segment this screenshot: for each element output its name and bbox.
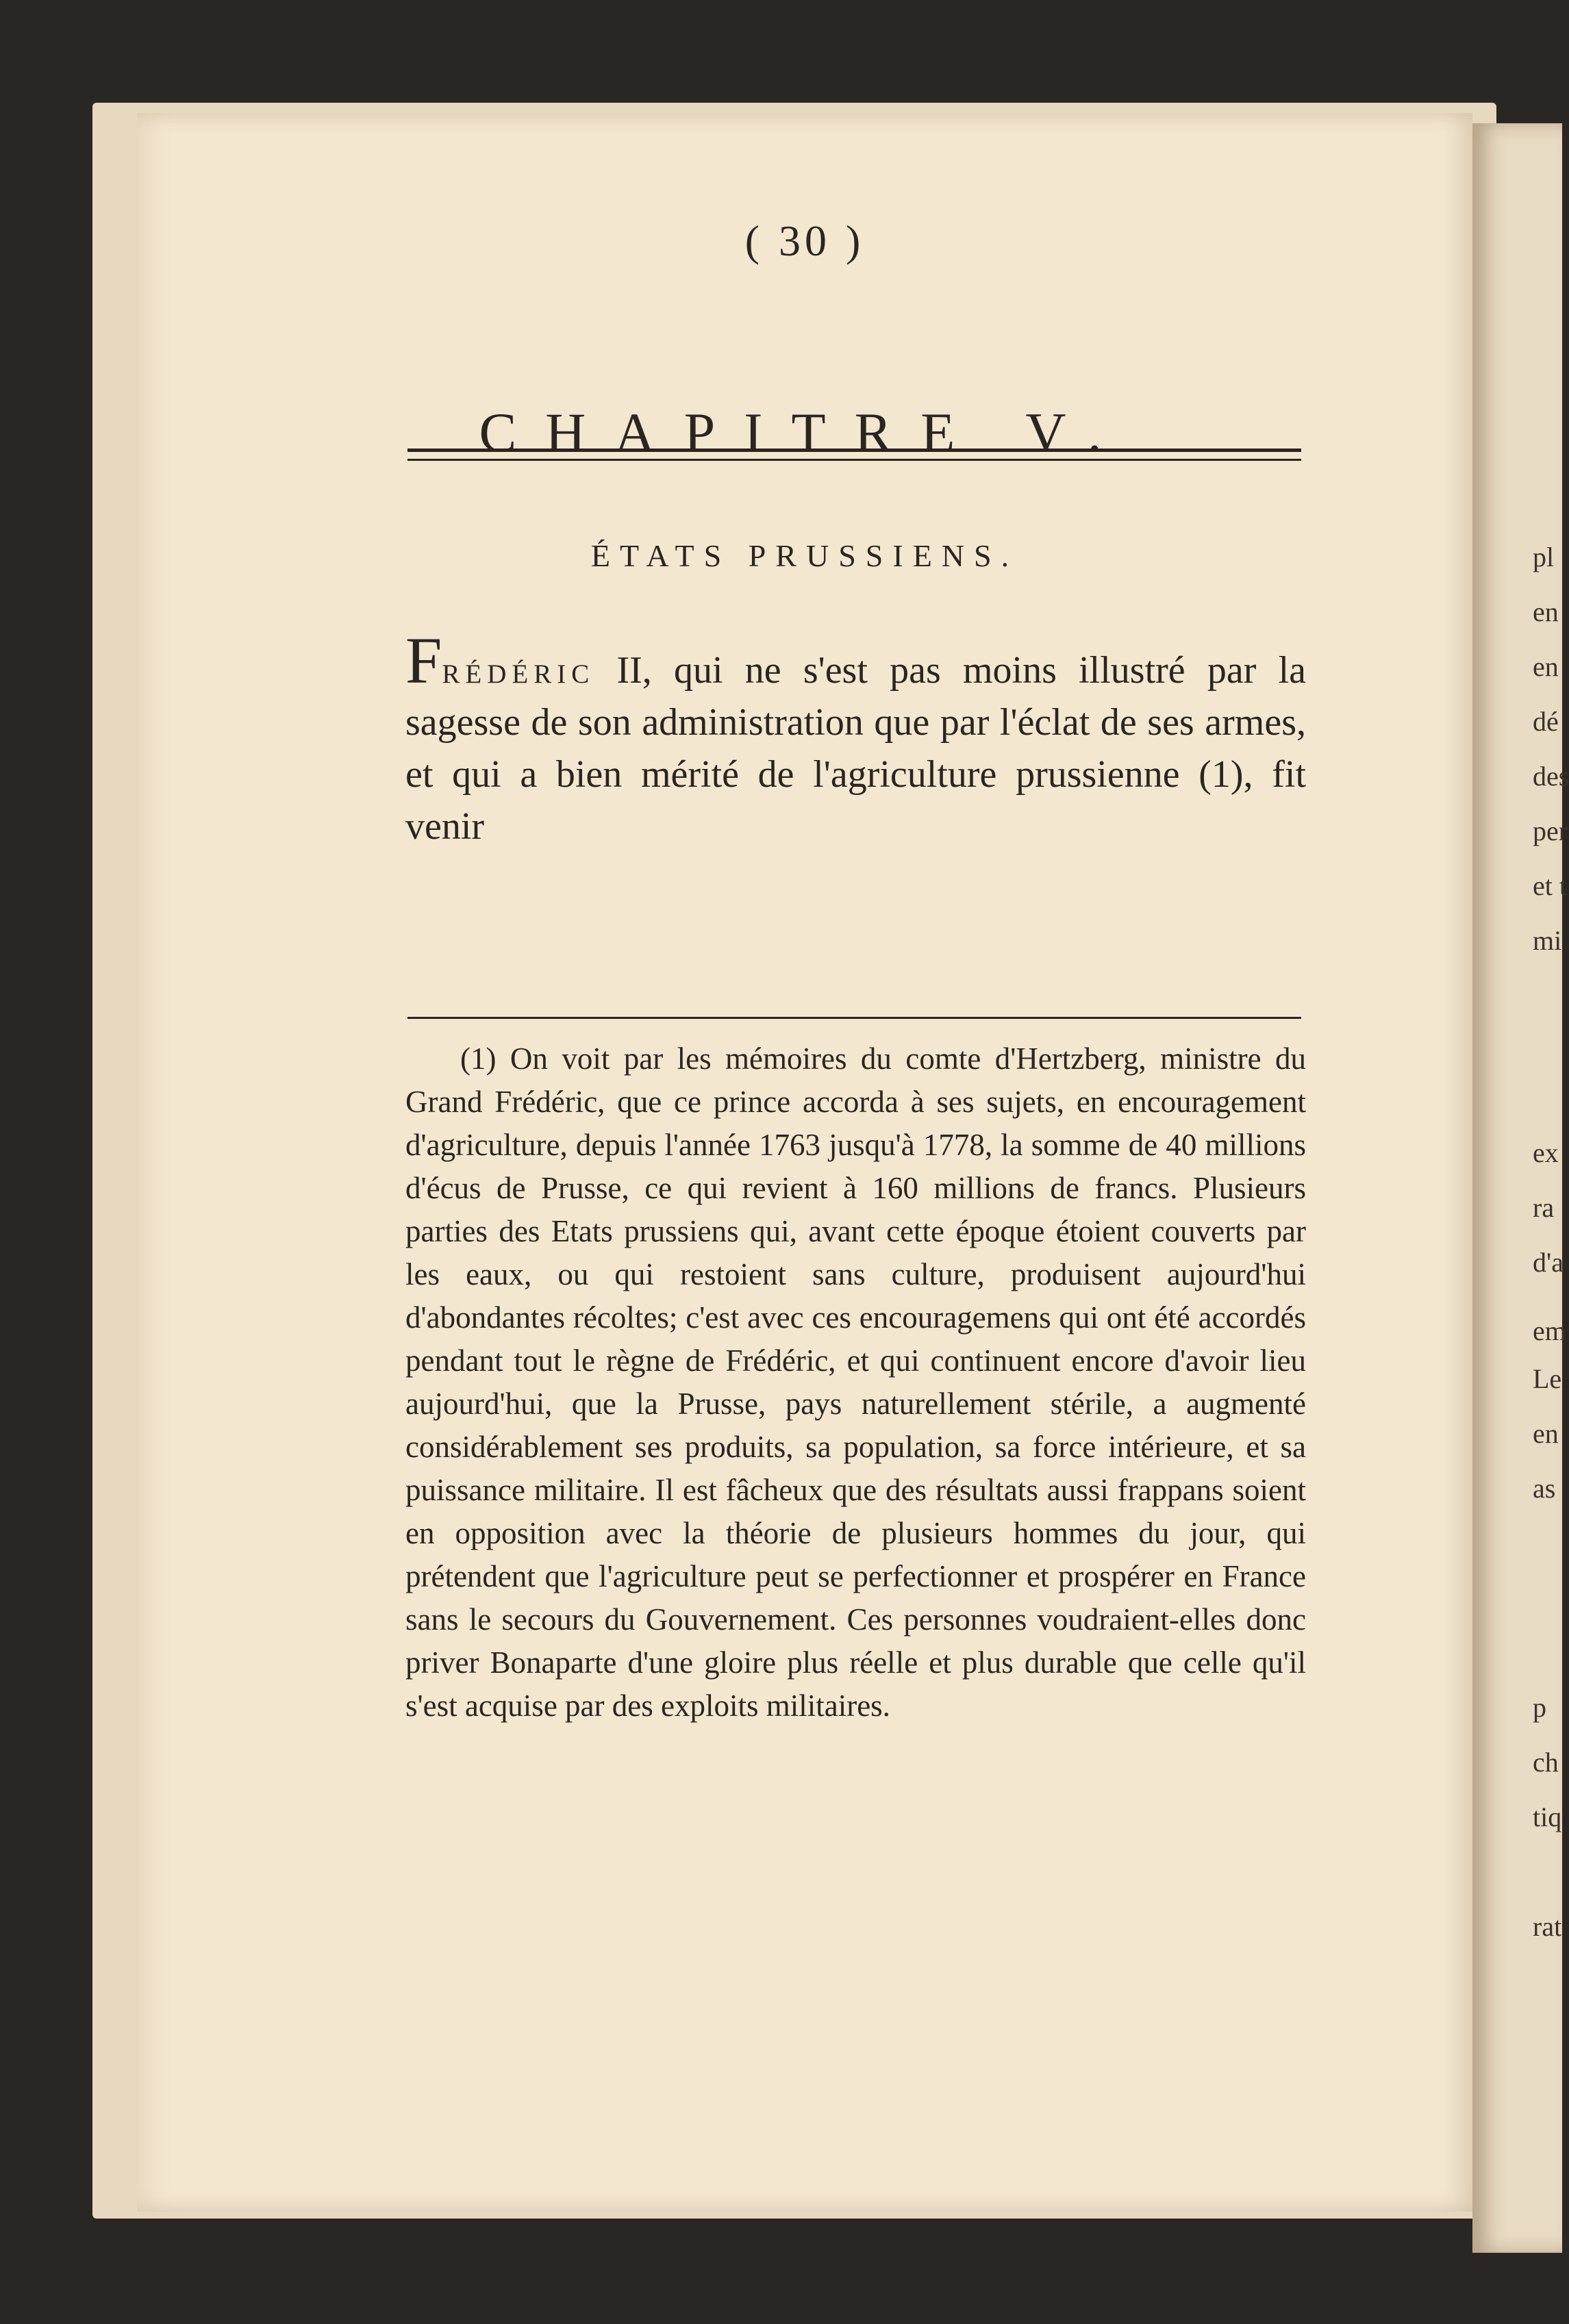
edge-fragment: as [1533,1473,1556,1504]
small-caps-word: rédéric [442,649,595,692]
main-paragraph-text: II, qui ne s'est pas moins illustré par la sagesse de son administration que par l'éclat de ses armes, et qui a bien mérité de l'agriculture prussienne (1), fit venir [405,649,1306,848]
edge-fragment: em [1533,1315,1566,1346]
edge-fragment: ra [1533,1192,1555,1223]
edge-fragment: pl [1533,542,1555,572]
edge-fragment: en [1533,596,1559,627]
footnote: (1) On voit par les mémoires du comte d'Hertzberg, ministre du Grand Frédéric, que ce prince accorda à ses sujets, en encouragement d'agriculture, depuis l'année 1763 jusqu'à 1778, la somme de 40 millions d'écus de Prusse, ce qui revient à 160 millions de francs. Plusieurs parties des Etats prussiens qui, avant cette époque étoient couverts par les eaux, ou qui restoient sans culture, produisent aujourd'hui d'abondantes récoltes; c'est avec ces encouragemens qui ont été accordés pendant tout le règne de Frédéric, et qui continuent encore d'avoir lieu aujourd'hui, que la Prusse, pays naturellement stérile, a augmenté considérablement ses produits, sa population, sa force intérieure, et sa puissance militaire. Il est fâcheux que des résultats aussi frappans soient en opposition avec la théorie de plusieurs hommes du jour, qui prétendent que l'agriculture peut se perfectionner et prospérer en France sans le secours du Gouvernement. Ces personnes voudraient-elles donc priver Bonaparte d'une gloire plus réelle et plus durable que celle qu'il s'est acquise par des exploits militaires. [405,1041,1306,1723]
edge-fragment: per [1533,816,1568,846]
drop-cap: F [405,624,442,697]
chapter-title: CHAPITRE V. [479,401,1131,464]
main-paragraph [405,624,1306,852]
facing-page-edge [1472,123,1569,2253]
footnote-rule [407,1017,1301,1019]
chapter-subtitle: ÉTATS PRUSSIENS. [590,538,1019,573]
edge-fragment: Le [1533,1363,1562,1394]
edge-fragment: d'a [1533,1247,1564,1278]
edge-fragment: rat [1533,1911,1562,1942]
edge-fragment: en [1533,651,1559,682]
edge-fragment: ch [1533,1747,1559,1778]
book-page [137,113,1472,2212]
edge-fragment: p [1533,1692,1546,1723]
edge-fragment: tiq [1533,1802,1562,1832]
edge-fragment: dé [1533,706,1559,737]
edge-fragment: en [1533,1418,1559,1449]
edge-fragment: des [1533,761,1569,792]
page-number: ( 30 ) [744,216,865,265]
edge-fragment: ex [1533,1137,1559,1168]
edge-fragment: et t [1533,870,1567,901]
edge-fragment: mi [1533,925,1562,956]
